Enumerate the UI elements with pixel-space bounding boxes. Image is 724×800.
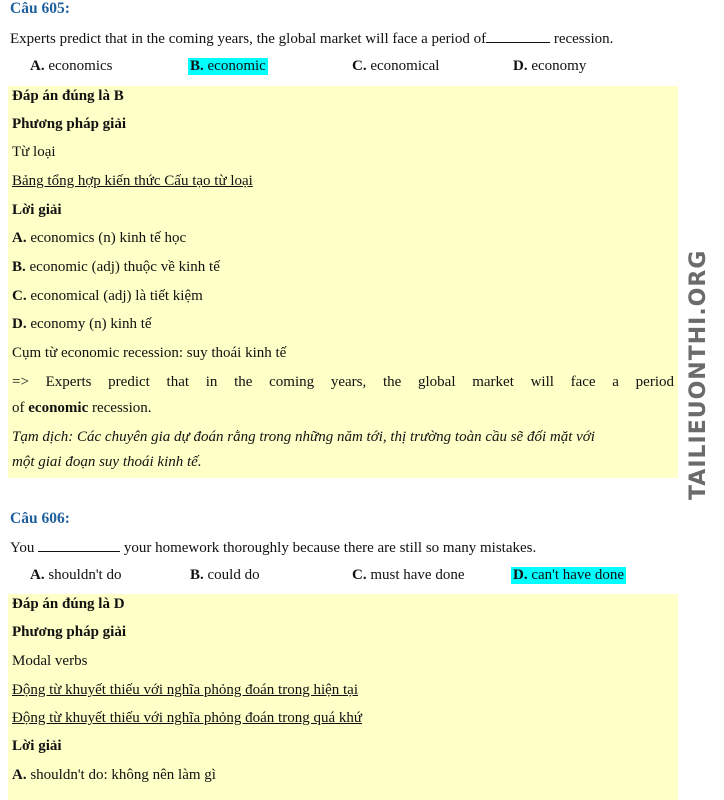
conclusion-line-2: of economic recession.	[12, 400, 152, 416]
correct-answer: Đáp án đúng là D	[12, 596, 125, 612]
method-heading: Phương pháp giải	[12, 624, 127, 640]
solution-heading: Lời giải	[12, 738, 62, 754]
watermark: TAILIEUONTHI.ORG	[686, 249, 711, 500]
correct-answer: Đáp án đúng là B	[12, 88, 124, 104]
answer-blank	[486, 30, 550, 43]
solution-item-b: B. economic (adj) thuộc về kinh tế	[12, 259, 220, 275]
option-b-correct: B. economic	[190, 58, 266, 74]
solution-item-a: A. economics (n) kinh tế học	[12, 230, 187, 246]
method-text: Từ loại	[12, 144, 56, 160]
reference-link-present[interactable]: Động từ khuyết thiếu với nghĩa phỏng đoán trong hiện tại	[12, 682, 359, 698]
translation-line-2: một giai đoạn suy thoái kinh tế.	[12, 454, 202, 470]
conclusion-line-1: => Experts predict that in the coming years, the global market will face a period	[12, 374, 674, 390]
option-c: C. economical	[352, 58, 440, 74]
solution-heading: Lời giải	[12, 202, 62, 218]
question-606-options	[30, 567, 670, 589]
reference-link-past[interactable]: Động từ khuyết thiếu với nghĩa phỏng đoán trong quá khứ	[12, 710, 362, 726]
question-605-text	[10, 30, 676, 48]
reference-link[interactable]: Bảng tổng hợp kiến thức Cấu tạo từ loại	[12, 173, 253, 189]
option-d: D. economy	[513, 58, 587, 74]
option-a: A. economics	[30, 58, 113, 74]
method-heading: Phương pháp giải	[12, 116, 127, 132]
question-606-title: Câu 606:	[10, 510, 70, 527]
option-a: A. shouldn't do	[30, 567, 122, 583]
question-606-text	[10, 539, 676, 557]
question-605-options	[30, 58, 670, 80]
question-605-text-before: Experts predict that in the coming years, the global market will face a period of	[10, 31, 487, 47]
answer-explanation-605	[8, 86, 678, 478]
question-605-text-after: recession.	[553, 31, 614, 47]
option-d-correct: D. can't have done	[513, 567, 625, 583]
question-606-text-after: your homework thoroughly because there are still so many mistakes.	[123, 540, 537, 556]
phrase-note: Cụm từ economic recession: suy thoái kinh tế	[12, 345, 287, 361]
method-text: Modal verbs	[12, 653, 88, 669]
solution-item-d: D. economy (n) kinh tế	[12, 316, 152, 332]
option-c: C. must have done	[352, 567, 465, 583]
translation-line-1: Tạm dịch: Các chuyên gia dự đoán rằng trong những năm tới, thị trường toàn cầu sẽ đối mặt với	[12, 429, 595, 445]
solution-item-c: C. economical (adj) là tiết kiệm	[12, 288, 203, 304]
question-605-title: Câu 605:	[10, 0, 70, 17]
option-b: B. could do	[190, 567, 260, 583]
question-606-text-before: You	[10, 540, 35, 556]
answer-explanation-606	[8, 594, 678, 800]
solution-item-a: A. shouldn't do: không nên làm gì	[12, 767, 216, 783]
answer-blank	[38, 539, 120, 552]
